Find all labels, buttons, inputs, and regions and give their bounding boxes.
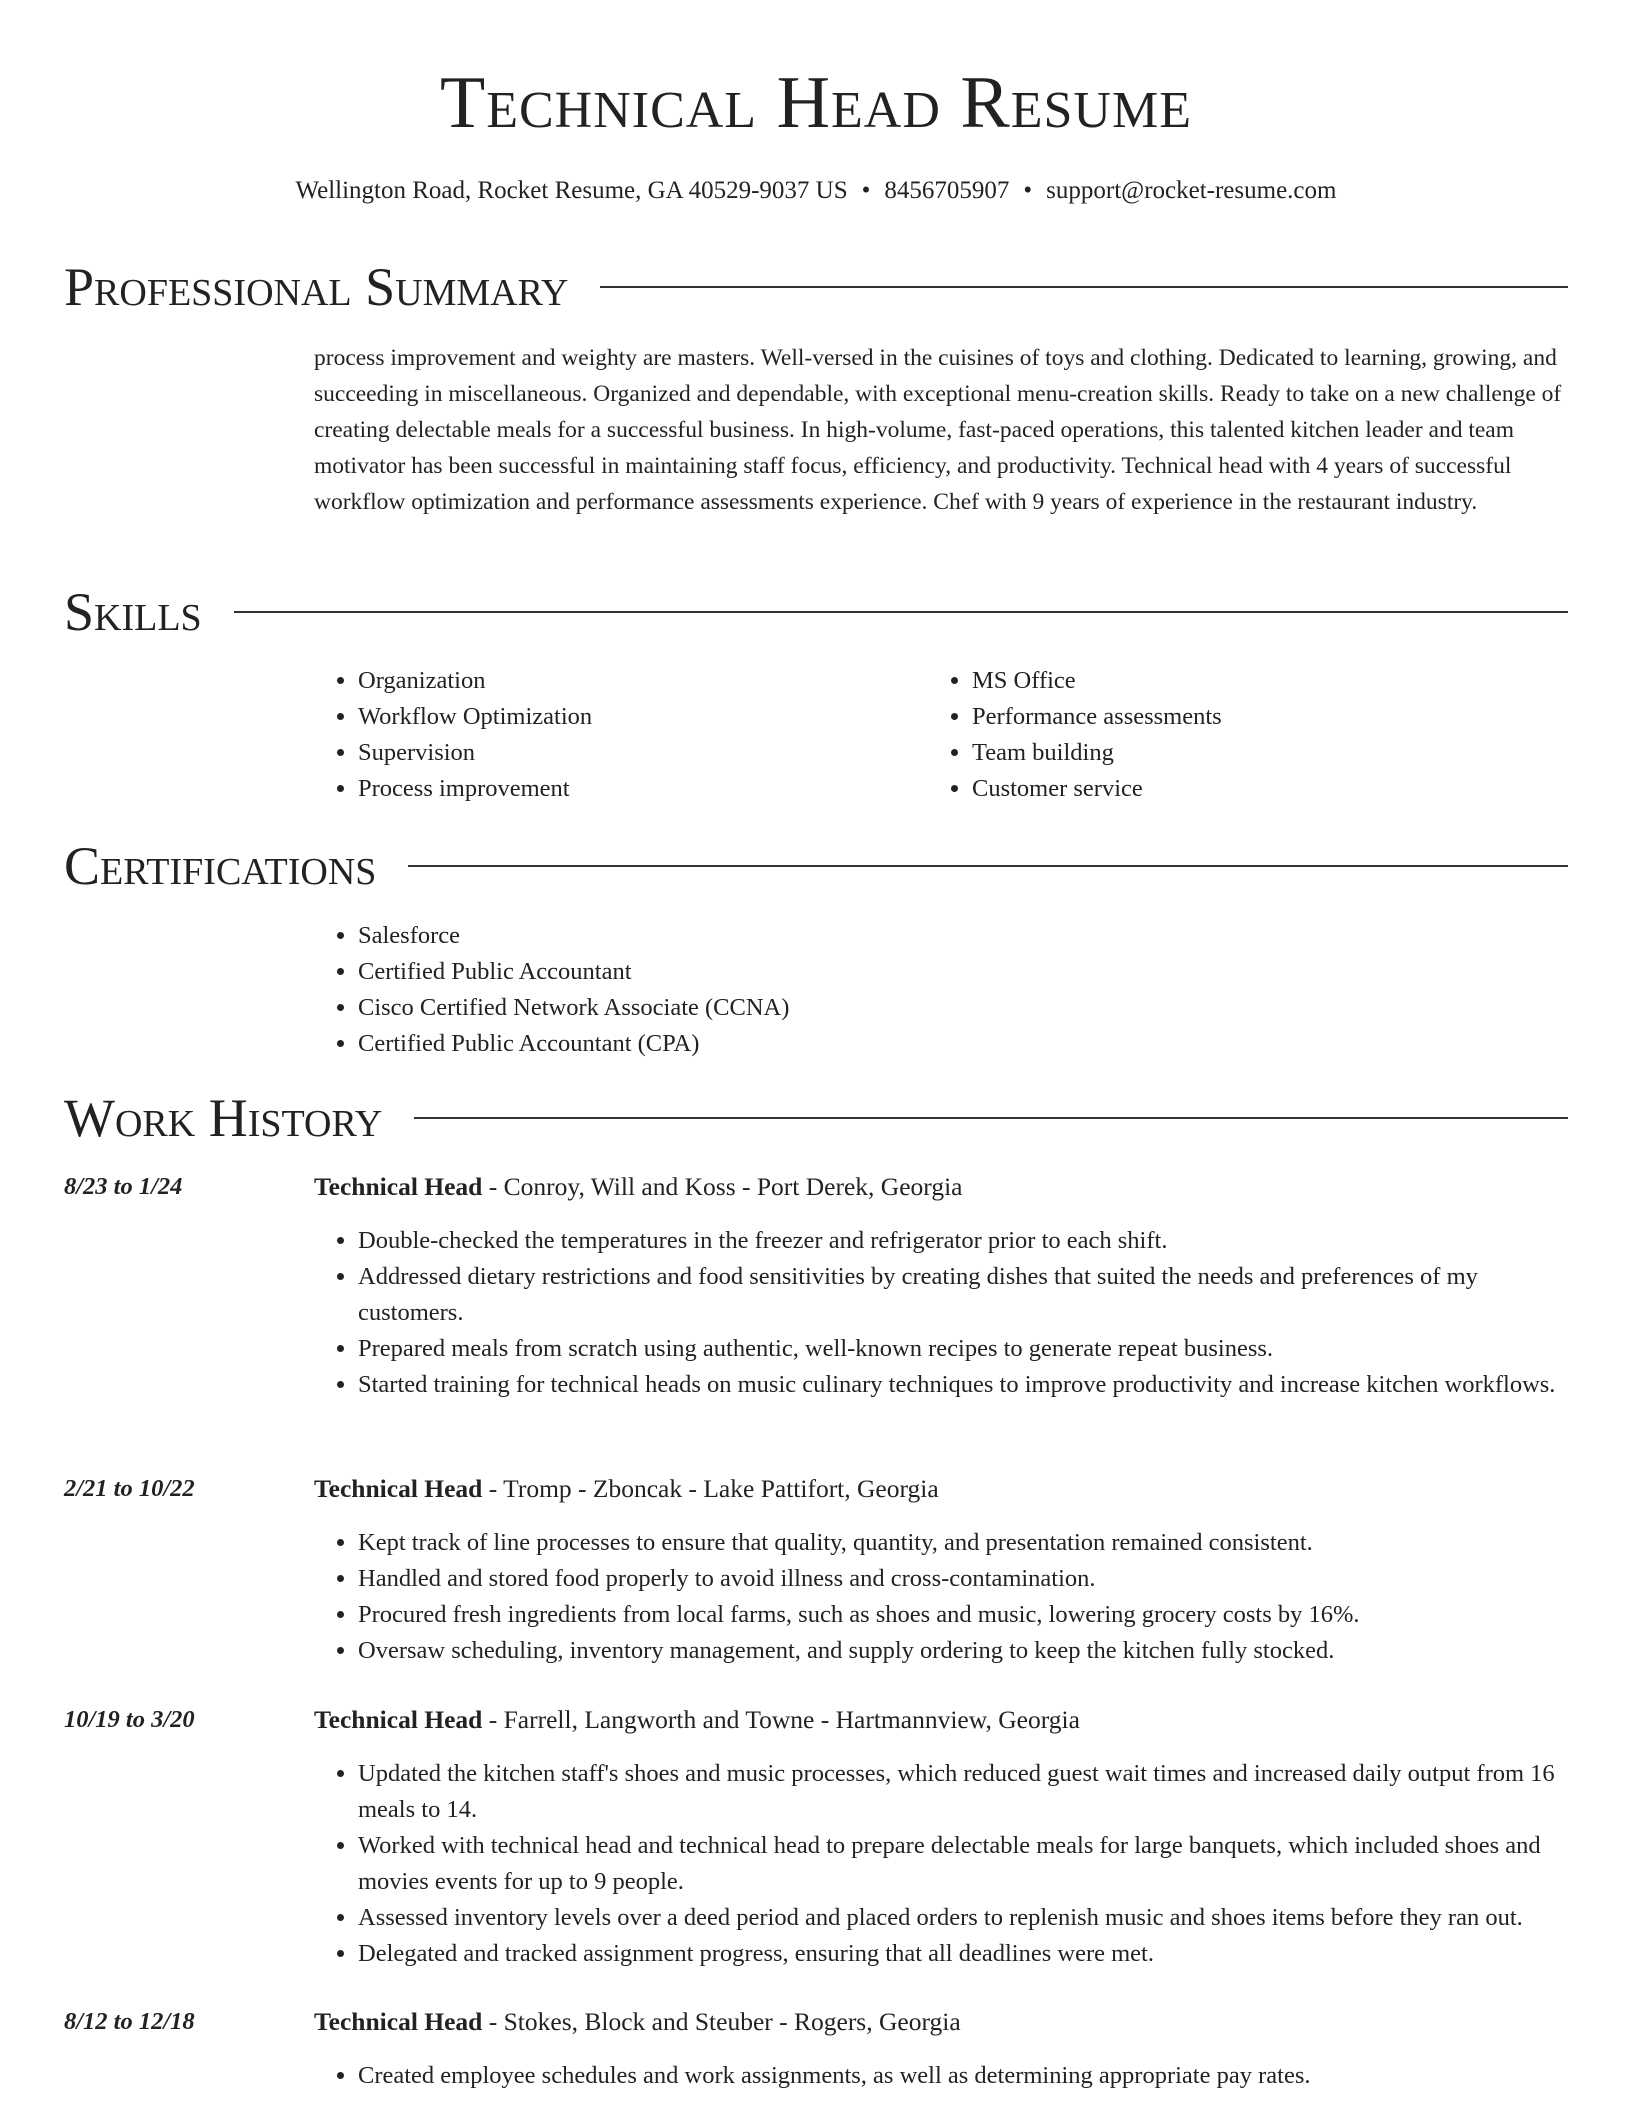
job-employer: - Stokes, Block and Steuber - Rogers, Georgia xyxy=(482,2007,961,2036)
section-divider xyxy=(408,865,1568,867)
section-divider xyxy=(234,611,1568,613)
job-dates: 8/12 to 12/18 xyxy=(64,2008,195,2035)
skill-item: • Organization xyxy=(358,663,914,699)
job-title: Technical Head xyxy=(314,1172,483,1201)
skills-heading: Skills xyxy=(64,582,202,642)
skill-item: • Performance assessments xyxy=(972,699,1528,735)
skill-item: • Process improvement xyxy=(358,771,914,807)
job-bullet: • Handled and stored food properly to avoid illness and cross-contamination. xyxy=(358,1561,1568,1597)
job-bullet: • Prepared meals from scratch using authentic, well-known recipes to generate repeat business. xyxy=(358,1331,1568,1367)
address-text: Wellington Road, Rocket Resume, GA 40529-9037 US xyxy=(295,177,848,204)
skill-item: • Team building xyxy=(972,735,1528,771)
job-bullet: • Started training for technical heads on music culinary techniques to improve productivity and increase kitchen workflows. xyxy=(358,1367,1568,1403)
job-entry xyxy=(64,1471,1568,1681)
job-responsibilities xyxy=(314,1756,1568,1972)
email-link[interactable]: support@rocket-resume.com xyxy=(1046,177,1337,204)
job-bullet: • Worked with technical head and technical head to prepare delectable meals for large banquets, which included shoes and movies events for up to 9 people. xyxy=(358,1828,1568,1900)
section-divider xyxy=(600,286,1568,288)
job-entry xyxy=(64,1169,1568,1449)
job-dates: 10/19 to 3/20 xyxy=(64,1706,195,1733)
job-employer: - Farrell, Langworth and Towne - Hartmannview, Georgia xyxy=(482,1705,1080,1734)
contact-line xyxy=(0,174,1632,208)
contact-separator: • xyxy=(861,177,871,204)
skills-list-right xyxy=(928,663,1528,807)
job-bullet: • Kept track of line processes to ensure that quality, quantity, and presentation remained consistent. xyxy=(358,1525,1568,1561)
job-title: Technical Head xyxy=(314,1474,483,1503)
skill-item: • MS Office xyxy=(972,663,1528,699)
job-dates: 8/23 to 1/24 xyxy=(64,1173,183,1200)
job-title-line xyxy=(314,2004,1568,2040)
certifications-section-header xyxy=(64,831,1568,901)
job-entry xyxy=(64,1702,1568,1982)
job-bullet: • Procured fresh ingredients from local farms, such as shoes and music, lowering grocery costs by 16%. xyxy=(358,1597,1568,1633)
job-title-line xyxy=(314,1702,1568,1738)
certification-item: • Certified Public Accountant (CPA) xyxy=(358,1026,1568,1062)
job-employer: - Tromp - Zboncak - Lake Pattifort, Georgia xyxy=(482,1474,939,1503)
job-bullet: • Updated the kitchen staff's shoes and music processes, which reduced guest wait times and increased daily output from 16 meals to 14. xyxy=(358,1756,1568,1828)
certifications-heading: Certifications xyxy=(64,836,377,896)
skills-list-left xyxy=(314,663,914,807)
job-entry xyxy=(64,2004,1568,2104)
job-bullet: • Oversaw scheduling, inventory management, and supply ordering to keep the kitchen fully stocked. xyxy=(358,1633,1568,1669)
resume-title: Technical Head Resume xyxy=(440,62,1192,144)
job-dates: 2/21 to 10/22 xyxy=(64,1475,195,1502)
work-heading: Work History xyxy=(64,1088,383,1148)
certifications-list xyxy=(314,918,1568,1062)
job-bullet: • Created employee schedules and work assignments, as well as determining appropriate pay rates. xyxy=(358,2058,1568,2094)
job-responsibilities xyxy=(314,1525,1568,1669)
certification-item: • Cisco Certified Network Associate (CCNA) xyxy=(358,990,1568,1026)
job-title: Technical Head xyxy=(314,1705,483,1734)
certification-item: • Salesforce xyxy=(358,918,1568,954)
job-title: Technical Head xyxy=(314,2007,483,2036)
job-responsibilities xyxy=(314,2058,1568,2094)
skill-item: • Customer service xyxy=(972,771,1528,807)
contact-separator: • xyxy=(1023,177,1033,204)
summary-section-header xyxy=(64,252,1568,322)
job-bullet: • Assessed inventory levels over a deed period and placed orders to replenish music and shoes items before they ran out. xyxy=(358,1900,1568,1936)
skills-section-header xyxy=(64,577,1568,647)
summary-paragraph: process improvement and weighty are masters. Well-versed in the cuisines of toys and clothing. Dedicated to learning, growing, and succeeding in miscellaneous. Organized and dependable, with exceptional menu-creation skills. Ready to take on a new challenge of creating delectable meals for a successful business. In high-volume, fast-paced operations, this talented kitchen leader and team motivator has been successful in maintaining staff focus, efficiency, and productivity. Technical head with 4 years of successful workflow optimization and performance assessments experience. Chef with 9 years of experience in the restaurant industry. xyxy=(314,345,1562,515)
skill-item: • Supervision xyxy=(358,735,914,771)
section-divider xyxy=(414,1117,1568,1119)
job-title-line xyxy=(314,1471,1568,1507)
certification-item: • Certified Public Accountant xyxy=(358,954,1568,990)
job-bullet: • Addressed dietary restrictions and food sensitivities by creating dishes that suited the needs and preferences of my customers. xyxy=(358,1259,1568,1331)
phone-text: 8456705907 xyxy=(884,177,1010,204)
job-bullet: • Delegated and tracked assignment progress, ensuring that all deadlines were met. xyxy=(358,1936,1568,1972)
job-employer: - Conroy, Will and Koss - Port Derek, Georgia xyxy=(482,1172,963,1201)
skill-item: • Workflow Optimization xyxy=(358,699,914,735)
work-section-header xyxy=(64,1083,1568,1153)
job-bullet: • Double-checked the temperatures in the freezer and refrigerator prior to each shift. xyxy=(358,1223,1568,1259)
job-responsibilities xyxy=(314,1223,1568,1403)
summary-heading: Professional Summary xyxy=(64,257,569,317)
job-title-line xyxy=(314,1169,1568,1205)
